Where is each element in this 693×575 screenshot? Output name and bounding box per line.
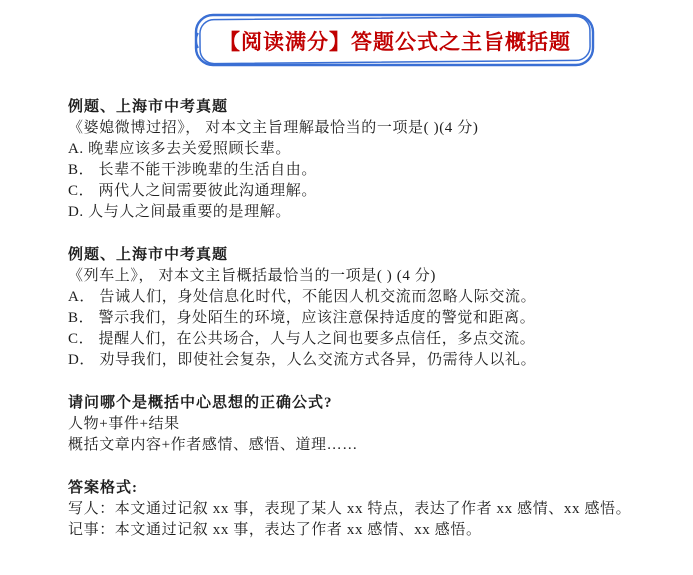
section-heading: 答案格式: <box>68 480 138 496</box>
section-exam-question-2 <box>68 245 678 371</box>
title-box <box>192 11 598 70</box>
option-c: C． 提醒人们，在公共场合，人与人之间也要多点信任，多点交流。 <box>68 331 536 347</box>
option-a: A. 晚辈应该多去关爱照顾长辈。 <box>68 141 291 157</box>
option-a: A． 告诫人们，身处信息化时代，不能因人机交流而忽略人际交流。 <box>68 289 537 305</box>
formula-line: 人物+事件+结果 <box>68 416 180 432</box>
option-d: D． 劝导我们，即使社会复杂，人么交流方式各异，仍需待人以礼。 <box>68 352 537 368</box>
question-stem: 《列车上》， 对本文主旨概括最恰当的一项是( ) (4 分) <box>68 268 436 284</box>
page-title: 【阅读满分】答题公式之主旨概括题 <box>219 29 571 54</box>
section-heading: 请问哪个是概括中心思想的正确公式? <box>68 395 333 411</box>
section-exam-question-1 <box>68 97 678 223</box>
answer-format-line: 写人：本文通过记叙 xx 事，表现了某人 xx 特点，表达了作者 xx 感情、xx 感悟。 <box>68 501 632 517</box>
formula-line: 概括文章内容+作者感情、感悟、道理…… <box>68 437 358 453</box>
option-d: D. 人与人之间最重要的是理解。 <box>68 204 291 220</box>
document-content <box>68 97 678 541</box>
option-c: C． 两代人之间需要彼此沟通理解。 <box>68 183 317 199</box>
section-heading: 例题、上海市中考真题 <box>68 99 229 115</box>
section-heading: 例题、上海市中考真题 <box>68 247 229 263</box>
answer-format-line: 记事：本文通过记叙 xx 事，表达了作者 xx 感情、xx 感悟。 <box>68 522 482 538</box>
option-b: B． 长辈不能干涉晚辈的生活自由。 <box>68 162 317 178</box>
option-b: B． 警示我们，身处陌生的环境，应该注意保持适度的警觉和距离。 <box>68 310 536 326</box>
question-stem: 《婆媳微博过招》， 对本文主旨理解最恰当的一项是( )(4 分) <box>68 120 479 136</box>
section-formula-question <box>68 393 678 456</box>
section-answer-format <box>68 478 678 541</box>
